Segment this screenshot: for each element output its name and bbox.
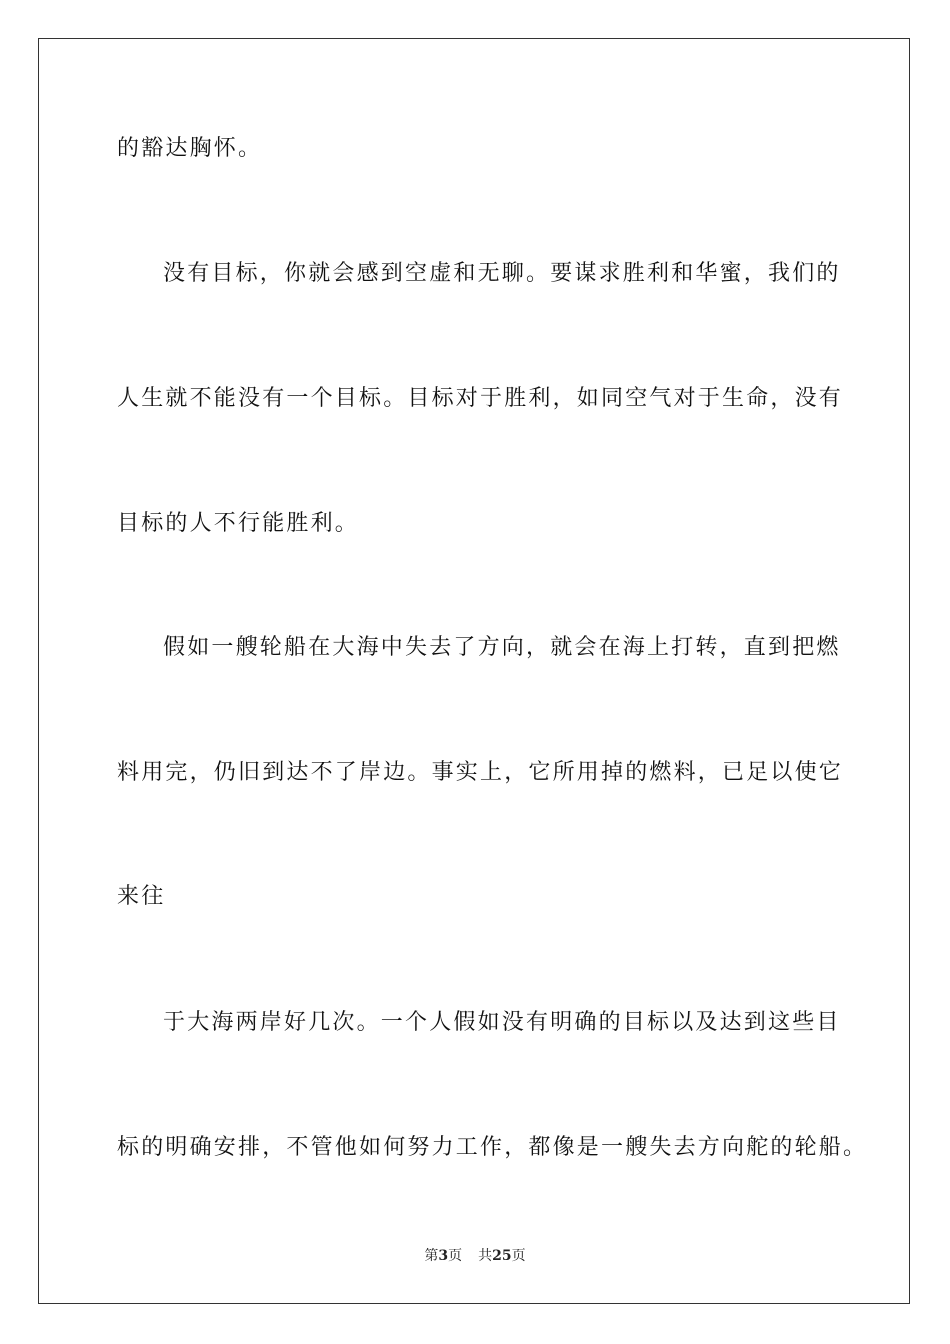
- page-footer: [0, 1246, 950, 1266]
- text-line-9: 标的明确安排，不管他如何努力工作，都像是一艘失去方向舵的轮船。: [117, 1135, 868, 1160]
- text-line-7: 来往: [117, 884, 166, 909]
- footer-total-suffix: 页: [511, 1248, 526, 1264]
- text-line-3: 人生就不能没有一个目标。目标对于胜利，如同空气对于生命，没有: [117, 386, 844, 411]
- text-line-6: 料用完，仍旧到达不了岸边。事实上，它所用掉的燃料，已足以使它: [117, 760, 844, 785]
- text-line-5: 假如一艘轮船在大海中失去了方向，就会在海上打转，直到把燃: [163, 635, 841, 660]
- footer-page-prefix: 第: [424, 1248, 439, 1264]
- page-frame: [38, 38, 910, 1304]
- text-line-1: 的豁达胸怀。: [117, 136, 263, 161]
- footer-page-number: 3: [438, 1248, 449, 1264]
- footer-total-prefix: 共: [478, 1248, 493, 1264]
- footer-total-pages: 25: [492, 1248, 512, 1264]
- text-line-4: 目标的人不行能胜利。: [117, 511, 360, 536]
- footer-page-suffix: 页: [448, 1248, 463, 1264]
- text-line-2: 没有目标，你就会感到空虚和无聊。要谋求胜利和华蜜，我们的: [163, 261, 841, 286]
- text-line-8: 于大海两岸好几次。一个人假如没有明确的目标以及达到这些目: [163, 1010, 841, 1035]
